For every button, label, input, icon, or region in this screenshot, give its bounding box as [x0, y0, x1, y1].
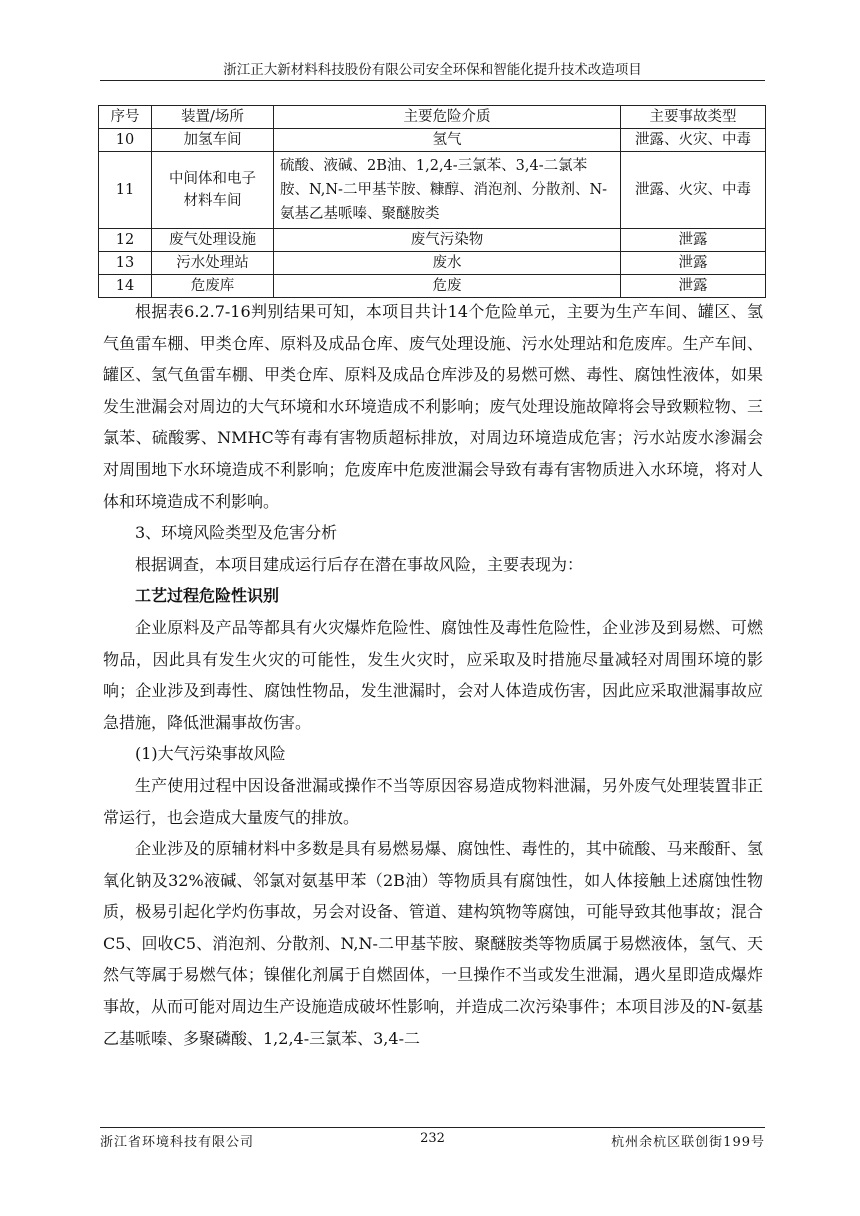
- row-number: 11: [99, 152, 152, 229]
- page-number: 232: [420, 1131, 445, 1146]
- table-row: [99, 229, 766, 252]
- table-row: [99, 252, 766, 275]
- row-number: 12: [99, 229, 152, 252]
- footer-rule: [100, 1127, 765, 1128]
- body-text: [103, 296, 763, 1054]
- risk-table: [98, 105, 766, 298]
- row-accident: 泄露: [621, 229, 766, 252]
- table-row: [99, 275, 766, 298]
- column-header: 主要危险介质: [274, 106, 621, 129]
- paragraph: 企业原料及产品等都具有火灾爆炸危险性、腐蚀性及毒性危险性，企业涉及到易燃、可燃物品，因此具有发生火灾的可能性，发生火灾时，应采取及时措施尽量减轻对周围环境的影响；企业涉及到毒性、腐蚀性物品，发生泄漏时，会对人体造成伤害，因此应采取泄漏事故应急措施，降低泄漏事故伤害。: [103, 617, 763, 732]
- paragraph: 根据调查，本项目建成运行后存在潜在事故风险，主要表现为：: [135, 554, 584, 574]
- row-place: 中间体和电子材料车间: [152, 152, 274, 229]
- row-accident: 泄露: [621, 252, 766, 275]
- page-header: 浙江正大新材料科技股份有限公司安全环保和智能化提升技术改造项目: [223, 62, 642, 78]
- row-media: 氢气: [274, 129, 621, 152]
- row-number: 14: [99, 275, 152, 298]
- row-accident: 泄露: [621, 275, 766, 298]
- section-heading: 3、环境风险类型及危害分析: [135, 523, 338, 543]
- row-number: 13: [99, 252, 152, 275]
- row-accident: 泄露、火灾、中毒: [621, 152, 766, 229]
- column-header: 序号: [99, 106, 152, 129]
- row-place: 危废库: [152, 275, 274, 298]
- paragraph: 企业涉及的原辅材料中多数是具有易燃易爆、腐蚀性、毒性的，其中硫酸、马来酸酐、氢氧化钠及32%液碱、邻氯对氨基甲苯（2B油）等物质具有腐蚀性，如人体接触上述腐蚀性物质，极易引起化学灼伤事故，另会对设备、管道、建构筑物等腐蚀，可能导致其他事故；混合C5、回收C5、消泡剂、分散剂、N,N-二甲基苄胺、聚醚胺类等物质属于易燃液体，氢气、天然气等属于易燃气体；镍催化剂属于自燃固体，一旦操作不当或发生泄漏，遇火星即造成爆炸事故，从而可能对周边生产设施造成破坏性影响，并造成二次污染事件；本项目涉及的N-氨基乙基哌嗪、多聚磷酸、1,2,4-三氯苯、3,4-二: [103, 839, 763, 1048]
- paragraph: 生产使用过程中因设备泄漏或操作不当等原因容易造成物料泄漏，另外废气处理装置非正常运行，也会造成大量废气的排放。: [103, 775, 763, 827]
- subsection-heading: (1)大气污染事故风险: [135, 744, 286, 764]
- row-accident: 泄露、火灾、中毒: [621, 129, 766, 152]
- row-media: 危废: [274, 275, 621, 298]
- table-row: [99, 152, 766, 229]
- table-header-row: [99, 106, 766, 129]
- table-row: [99, 129, 766, 152]
- header-rule: [100, 80, 765, 81]
- row-place: 污水处理站: [152, 252, 274, 275]
- row-media: 硫酸、液碱、2B油、1,2,4-三氯苯、3,4-二氯苯胺、N,N-二甲基苄胺、糠醇、消泡剂、分散剂、N-氨基乙基哌嗪、聚醚胺类: [274, 152, 621, 229]
- row-media: 废气污染物: [274, 229, 621, 252]
- row-place: 加氢车间: [152, 129, 274, 152]
- row-number: 10: [99, 129, 152, 152]
- page-footer: [100, 1131, 765, 1149]
- bold-heading: 工艺过程危险性识别: [135, 586, 280, 606]
- row-media: 废水: [274, 252, 621, 275]
- footer-company: 浙江省环境科技有限公司: [100, 1135, 255, 1150]
- column-header: 主要事故类型: [621, 106, 766, 129]
- column-header: 装置/场所: [152, 106, 274, 129]
- paragraph: 根据表6.2.7-16判别结果可知，本项目共计14个危险单元，主要为生产车间、罐区、氢气鱼雷车棚、甲类仓库、原料及成品仓库、废气处理设施、污水处理站和危废库。生产车间、罐区、氢气鱼雷车棚、甲类仓库、原料及成品仓库涉及的易燃可燃、毒性、腐蚀性液体，如果发生泄漏会对周边的大气环境和水环境造成不利影响；废气处理设施故障将会导致颗粒物、三氯苯、硫酸雾、NMHC等有毒有害物质超标排放，对周边环境造成危害；污水站废水渗漏会对周围地下水环境造成不利影响；危废库中危废泄漏会导致有毒有害物质进入水环境，将对人体和环境造成不利影响。: [103, 302, 763, 511]
- row-place: 废气处理设施: [152, 229, 274, 252]
- footer-address: 杭州余杭区联创街199号: [611, 1135, 765, 1150]
